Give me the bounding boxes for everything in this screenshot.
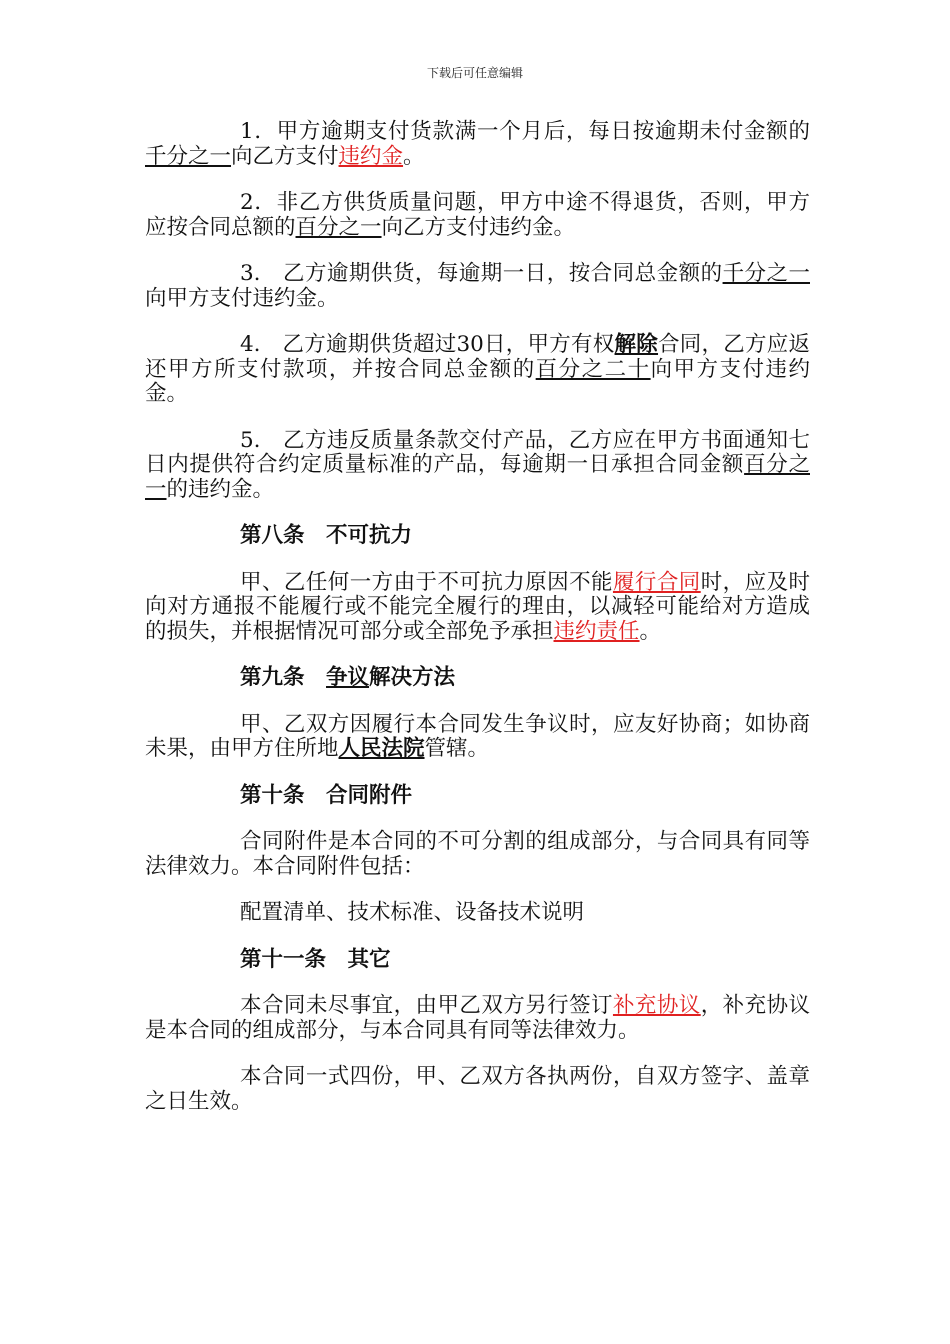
text: 管辖。 — [424, 736, 490, 761]
hyperlink-buchong-xieyi[interactable]: 补充协议 — [612, 993, 701, 1018]
text: 时，应及时向对方通报不能履行或不能完全履行的理由，以减轻可能给对方造成的损失，并根据情况可部分或全部免予承担 — [145, 569, 810, 644]
text: ，补充协议是本合同的组成部分，与本合同具有同等法律效力。 — [145, 993, 810, 1043]
underlined-term: 百分之二十 — [535, 356, 651, 382]
copies-clause: 本合同一式四份，甲、乙双方各执两份，自双方签字、盖章之日生效。 — [145, 1064, 810, 1114]
article-9-heading — [145, 666, 810, 691]
text: 合同，乙方应返还甲方所支付款项，并按合同总金额的 — [145, 332, 810, 382]
text: 4. 乙方逾期供货超过30日，甲方有权 — [240, 332, 615, 357]
text: 。 — [639, 618, 662, 644]
hyperlink-lvxing-hetong[interactable]: 履行合同 — [612, 569, 701, 595]
hyperlink-renmin-fayuan[interactable]: 人民法院 — [338, 736, 425, 761]
clause-item-2 — [145, 191, 810, 240]
text: 向乙方支付违约金。 — [381, 214, 576, 240]
hyperlink-jiechu[interactable]: 解除 — [614, 332, 659, 357]
text: 3. 乙方逾期供货，每逾期一日，按合同总金额的 — [240, 261, 723, 286]
article-10-body: 合同附件是本合同的不可分割的组成部分，与合同具有同等法律效力。本合同附件包括： — [145, 829, 810, 879]
text: 。 — [403, 143, 425, 169]
clause-item-3 — [145, 262, 810, 311]
underlined-term: 千分之一 — [722, 261, 810, 286]
text: 2．非乙方供货质量问题，甲方中途不得退货，否则，甲方应按合同总额的 — [145, 190, 810, 240]
article-8-heading: 第八条 不可抗力 — [240, 523, 413, 548]
clause-item-4 — [145, 333, 810, 407]
hyperlink-weiyuejin[interactable]: 违约金 — [338, 143, 404, 169]
clause-item-5 — [145, 429, 810, 503]
text: 解决方法 — [369, 665, 456, 690]
text: 的违约金。 — [166, 476, 275, 502]
text: 本合同未尽事宜，由甲乙双方另行签订 — [240, 993, 613, 1018]
underlined-term: 百分之一 — [145, 452, 810, 502]
text: 甲、乙任何一方由于不可抗力原因不能 — [240, 569, 613, 595]
clause-item-1 — [145, 120, 810, 169]
text: 向甲方支付违约金。 — [145, 285, 339, 311]
document-body — [145, 120, 810, 1136]
text: 向乙方支付 — [231, 143, 339, 169]
page-header: 下载后可任意编辑 — [426, 66, 523, 80]
article-10-heading: 第十条 合同附件 — [240, 782, 413, 808]
article-11-body — [145, 994, 810, 1043]
text: 甲、乙双方因履行本合同发生争议时，应友好协商；如协商未果，由甲方住所地 — [145, 711, 810, 761]
text: 5. 乙方违反质量条款交付产品，乙方应在甲方书面通知七日内提供符合约定质量标准的产品，每逾期一日承担合同金额 — [145, 427, 810, 477]
hyperlink-zhengyi[interactable]: 争议 — [326, 665, 370, 690]
article-8-body — [145, 571, 810, 645]
underlined-term: 百分之一 — [295, 214, 382, 240]
hyperlink-weiyue-zeren[interactable]: 违约责任 — [553, 618, 640, 644]
attachment-list: 配置清单、技术标准、设备技术说明 — [240, 900, 585, 925]
text: 第九条 — [240, 665, 327, 690]
underlined-term: 千分之一 — [145, 143, 232, 169]
text: 1．甲方逾期支付货款满一个月后，每日按逾期未付金额的 — [240, 119, 810, 144]
article-9-body — [145, 713, 810, 762]
article-11-heading: 第十一条 其它 — [240, 946, 391, 972]
text: 向甲方支付违约金。 — [145, 356, 810, 406]
